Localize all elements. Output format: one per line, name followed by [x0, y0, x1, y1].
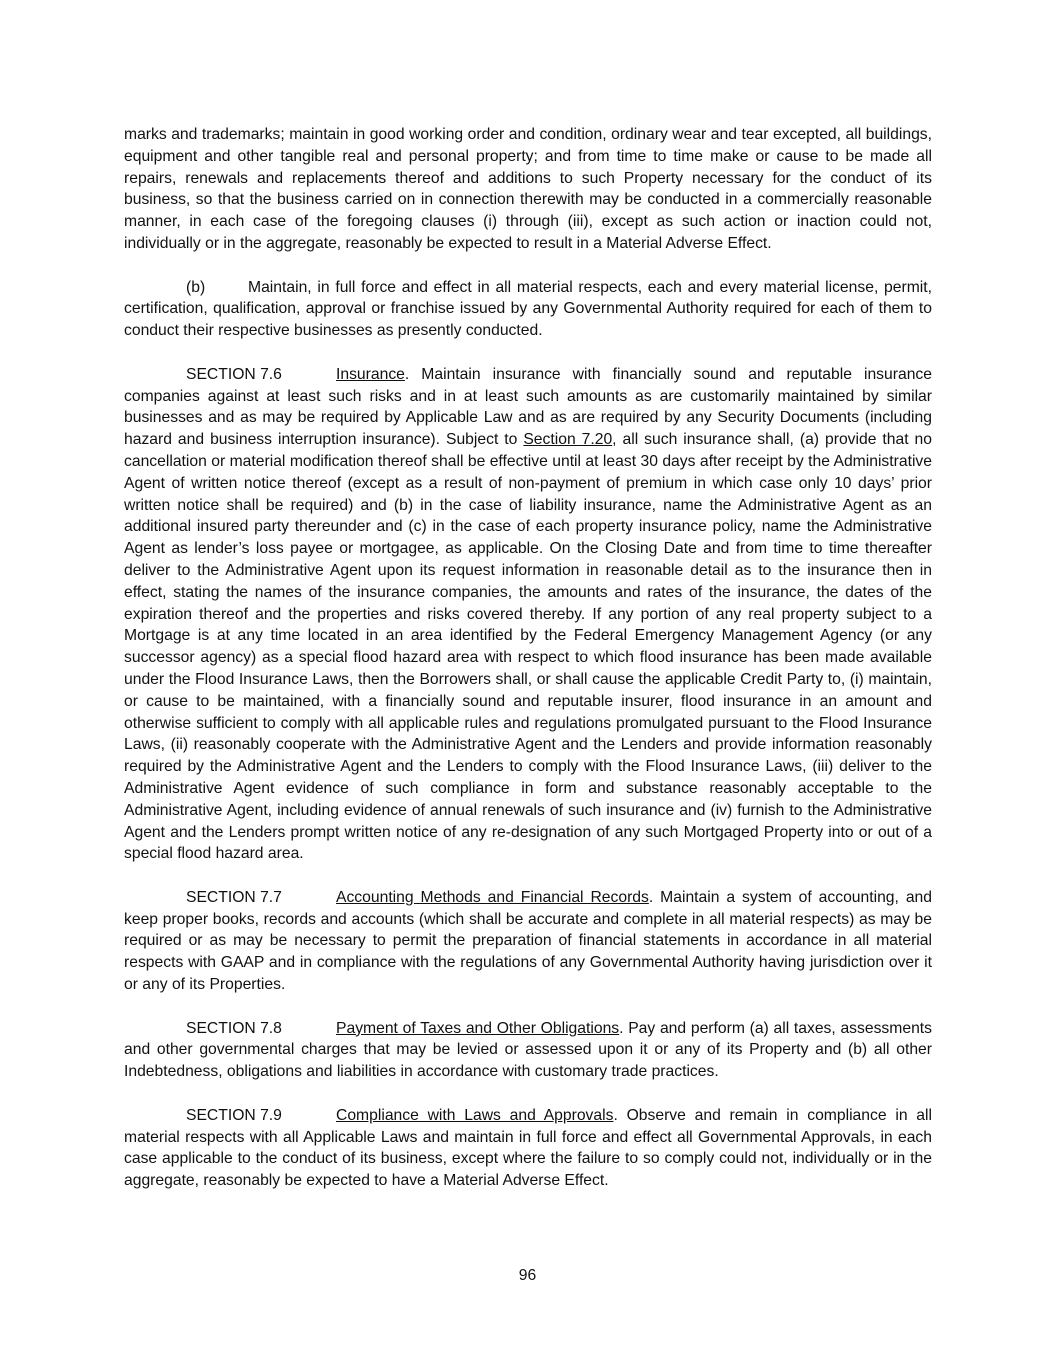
- section-7-8-paragraph: [124, 1018, 932, 1083]
- section-7-6-heading: Insurance: [336, 365, 405, 383]
- section-7-7-number: SECTION 7.7: [186, 888, 282, 906]
- section-7-7-paragraph: [124, 887, 932, 996]
- section-7-8-heading: Payment of Taxes and Other Obligations: [336, 1019, 620, 1037]
- section-7-9-number: SECTION 7.9: [186, 1106, 282, 1124]
- continuation-paragraph: marks and trademarks; maintain in good working order and condition, ordinary wear and tear excepted, all buildings, equipment and other tangible real and personal property; and from time to time make or cause to be made all repairs, renewals and replacements thereof and additions to such Property necessary for the conduct of its business, so that the business carried on in connection therewith may be conducted in a commercially reasonable manner, in each case of the foregoing clauses (i) through (iii), except as such action or inaction could not, individually or in the aggregate, reasonably be expected to result in a Material Adverse Effect.: [124, 126, 932, 252]
- section-7-6-text-2: , all such insurance shall, (a) provide that no cancellation or material modification thereof shall be effective until at least 30 days after receipt by the Administrative Agent of written notice thereof (except as a result of non-payment of premium in which case only 10 days’ prior written notice shall be required) and (b) in the case of liability insurance, name the Administrative Agent as an additional insured party thereunder and (c) in the case of each property insurance policy, name the Administrative Agent as lender’s loss payee or mortgagee, as applicable. On the Closing Date and from time to time thereafter deliver to the Administrative Agent upon its request information in reasonable detail as to the insurance then in effect, stating the names of the insurance companies, the amounts and rates of the insurance, the dates of the expiration thereof and the properties and risks covered thereby. If any portion of any real property subject to a Mortgage is at any time located in an area identified by the Federal Emergency Management Agency (or any successor agency) as a special flood hazard area with respect to which flood insurance has been made available under the Flood Insurance Laws, then the Borrowers shall, or shall cause the applicable Credit Party to, (i) maintain, or cause to be maintained, with a financially sound and reputable insurer, flood insurance in an amount and otherwise sufficient to comply with all applicable rules and regulations promulgated pursuant to the Flood Insurance Laws, (ii) reasonably cooperate with the Administrative Agent and the Lenders and provide information reasonably required by the Administrative Agent and the Lenders to comply with the Flood Insurance Laws, (iii) deliver to the Administrative Agent evidence of such compliance in form and substance reasonably acceptable to the Administrative Agent, including evidence of annual renewals of such insurance and (iv) furnish to the Administrative Agent and the Lenders prompt written notice of any re-designation of any such Mortgaged Property into or out of a special flood hazard area.: [124, 431, 932, 863]
- section-7-20-reference: Section 7.20: [523, 431, 613, 449]
- clause-b-text: Maintain, in full force and effect in all material respects, each and every material license, permit, certification, qualification, approval or franchise issued by any Governmental Authority required for each of them to conduct their respective businesses as presently conducted.: [124, 278, 932, 340]
- page-number: 96: [518, 1267, 537, 1284]
- section-7-8-number: SECTION 7.8: [186, 1019, 282, 1037]
- section-7-8-text: . Pay and perform (a) all taxes, assessments and other governmental charges that may be levied or assessed upon it or any of its Property and (b) all other Indebtedness, obligations and liabilities in accordance with customary trade practices.: [124, 1019, 932, 1081]
- section-7-6-number: SECTION 7.6: [186, 365, 282, 383]
- clause-b-label: (b): [186, 278, 206, 296]
- section-7-9-heading: Compliance with Laws and Approvals: [336, 1106, 614, 1124]
- section-7-7-heading: Accounting Methods and Financial Records: [336, 888, 649, 906]
- section-7-9-paragraph: [124, 1105, 932, 1192]
- section-7-6-text-1: . Maintain insurance with financially sound and reputable insurance companies against at least such risks and in at least such amounts as are customarily maintained by similar businesses and as may be required by Applicable Law and as are required by any Security Documents (including hazard and business interruption insurance). Subject to: [124, 365, 932, 449]
- section-7-6-paragraph: [124, 364, 932, 865]
- section-7-9-text: . Observe and remain in compliance in all material respects with all Applicable Laws and maintain in full force and effect all Governmental Approvals, in each case applicable to the conduct of its business, except where the failure to so comply could not, individually or in the aggregate, reasonably be expected to have a Material Adverse Effect.: [124, 1106, 932, 1190]
- section-7-7-text: . Maintain a system of accounting, and keep proper books, records and accounts (which shall be accurate and complete in all material respects) as may be required or as may be necessary to permit the preparation of financial statements in accordance in all material respects with GAAP and in compliance with the regulations of any Governmental Authority having jurisdiction over it or any of its Properties.: [124, 888, 932, 994]
- clause-b-paragraph: [124, 277, 932, 342]
- document-page: [124, 124, 932, 1214]
